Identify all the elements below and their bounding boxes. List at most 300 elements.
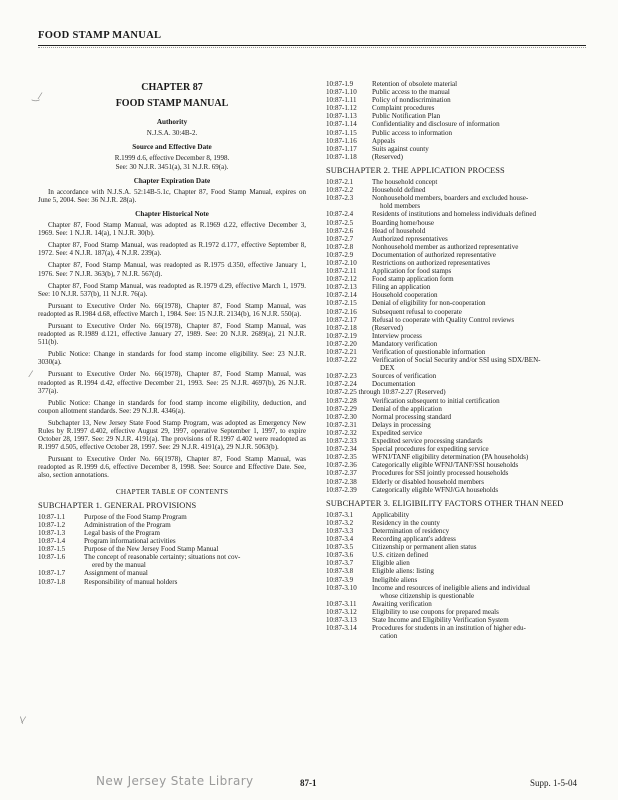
toc-entry-title: [372, 235, 592, 243]
toc-entry-number: 10:87-2.21: [326, 348, 357, 356]
left-column: [38, 80, 306, 586]
toc-entry-number: 10:87-2.20: [326, 339, 357, 348]
toc-entry-title: [372, 453, 592, 461]
toc-entry-number: 10:87-2.23: [326, 372, 357, 381]
toc-entry: [326, 120, 592, 128]
toc-entry-title: [84, 513, 306, 521]
toc-entry-number: 10:87-2.22: [326, 356, 357, 365]
toc-entry: [326, 194, 592, 210]
toc-entry-title: [372, 397, 592, 405]
toc-heading: CHAPTER TABLE OF CONTENTS: [115, 487, 229, 496]
toc-entry: [326, 511, 592, 519]
toc-entry-number: 10:87-2.11: [326, 267, 357, 276]
toc-entry: [326, 519, 592, 527]
toc-entry-number: 10:87-2.35: [326, 453, 357, 462]
toc-entry: [326, 340, 592, 348]
toc-entry-title: [372, 275, 592, 283]
toc-entry: [326, 543, 592, 551]
toc-entry-number: 10:87-1.6: [38, 553, 66, 562]
toc-entry-number: 10:87-2.9: [326, 250, 354, 259]
toc-entry-number: 10:87-1.17: [326, 144, 357, 153]
toc-entry-title: [372, 543, 592, 551]
toc-entry-number: 10:87-1.11: [326, 96, 357, 105]
toc-entry-title: [372, 421, 592, 429]
toc-entry-title: [372, 445, 592, 453]
toc-entry-title-continuation: ered by the manual: [92, 561, 146, 570]
toc-entry: [326, 405, 592, 413]
toc-entry-number: 10:87-2.14: [326, 291, 357, 300]
toc-entry-title-text: Eligible alien: [372, 559, 410, 568]
toc-entry-title: [84, 529, 306, 537]
toc-entry-number: 10:87-2.12: [326, 275, 357, 284]
subchapter-2-heading: SUBCHAPTER 2. THE APPLICATION PROCESS: [326, 165, 505, 175]
toc-entry-title-text: Confidentiality and disclosure of information: [372, 120, 500, 129]
toc-entry: [326, 129, 592, 137]
toc-entry-title-text: The household concept: [372, 178, 438, 187]
toc-entry: [326, 388, 592, 396]
toc-entry: [326, 397, 592, 405]
toc-entry-title-text: Program informational activities: [84, 537, 176, 546]
toc-entry-number: 10:87-1.15: [326, 128, 357, 137]
toc-entry-title: [372, 405, 592, 413]
toc-entry: [38, 578, 306, 586]
toc-entry-number: 10:87-2.34: [326, 445, 357, 454]
toc-entry-title-text: Complaint procedures: [372, 104, 435, 113]
toc-entry: [326, 104, 592, 112]
toc-entry: [326, 608, 592, 616]
toc-entry-title-text: Categorically eligible WFNJ/TANF/SSI households: [372, 461, 519, 470]
history-note: Chapter 87, Food Stamp Manual, was readopted as R.1979 d.29, effective March 1, 1979. See: 10 N.J.R. 537(b), 11 N.J.R. 76(a).: [38, 281, 306, 298]
toc-entry-title: [372, 616, 592, 624]
toc-entry-title-text: Filing an application: [372, 283, 431, 292]
toc-entry-number: 10:87-2.30: [326, 412, 357, 421]
toc-entry-number: 10:87-2.39: [326, 485, 357, 494]
toc-entry-title: [84, 545, 306, 553]
toc-entry-title: [372, 186, 592, 194]
toc-list-subchapter-3: [326, 511, 592, 641]
toc-entry-number: 10:87-2.17: [326, 315, 357, 324]
toc-entry-title: [372, 88, 592, 96]
toc-entry-title: 10:87-2.25 through 10:87-2.27 (Reserved): [326, 388, 446, 397]
toc-entry-title-text: Responsibility of manual holders: [84, 577, 178, 586]
toc-entry-title-text: Refusal to cooperate with Quality Control reviews: [372, 315, 515, 324]
toc-entry-title-text: Special procedures for expediting service: [372, 445, 489, 454]
toc-entry-title-text: Citizenship or permanent alien status: [372, 543, 477, 552]
toc-entry-title-text: (Reserved): [372, 323, 403, 332]
toc-entry-title-text: Residents of institutions and homeless individuals defined: [372, 210, 537, 219]
toc-entry-number: 10:87-1.14: [326, 120, 357, 129]
toc-entry-title-text: Recording applicant's address: [372, 535, 456, 544]
toc-entry-title-text: Documentation of authorized representative: [372, 250, 496, 259]
toc-entry-number: 10:87-2.31: [326, 420, 357, 429]
toc-entry-title-text: Interview process: [372, 331, 422, 340]
toc-entry-number: 10:87-1.2: [38, 520, 66, 529]
toc-entry: [326, 227, 592, 235]
toc-entry: [326, 324, 592, 332]
toc-entry-number: 10:87-2.8: [326, 242, 354, 251]
toc-entry-title-text: State Income and Eligibility Verification System: [372, 616, 509, 624]
expiration-text: In accordance with N.J.S.A. 52:14B-5.1c, Chapter 87, Food Stamp Manual, expires on June 5, 2004. See: 36 N.J.R. 28(a).: [38, 187, 306, 204]
toc-entry: [326, 584, 592, 600]
toc-entry: [326, 316, 592, 324]
toc-entry-title: [372, 527, 592, 535]
toc-entry-title: [372, 584, 592, 600]
toc-entry-number: 10:87-2.6: [326, 226, 354, 235]
toc-entry: [38, 553, 306, 569]
toc-entry: [326, 267, 592, 275]
toc-entry-title: [372, 259, 592, 267]
toc-entry-title: [372, 600, 592, 608]
toc-entry-number: 10:87-2.38: [326, 477, 357, 486]
toc-entry-number: 10:87-1.5: [38, 545, 66, 554]
toc-entry: [326, 469, 592, 477]
toc-entry-number: 10:87-1.1: [38, 512, 66, 521]
toc-entry: [38, 513, 306, 521]
toc-entry-number: 10:87-2.19: [326, 331, 357, 340]
toc-entry-title: [372, 324, 592, 332]
toc-entry-number: 10:87-1.13: [326, 112, 357, 121]
toc-entry-title-text: Appeals: [372, 136, 396, 145]
toc-entry: [326, 291, 592, 299]
toc-entry-title: [372, 194, 592, 210]
header-rule-dotted: [38, 47, 586, 48]
toc-entry-title-text: Eligible aliens: listing: [372, 567, 434, 576]
chapter-title: FOOD STAMP MANUAL: [115, 98, 229, 110]
chapter-number: CHAPTER 87: [141, 82, 203, 93]
toc-entry-title: [372, 120, 592, 128]
toc-entry: [326, 600, 592, 608]
toc-entry-number: 10:87-3.5: [326, 543, 354, 552]
toc-entry: [326, 576, 592, 584]
toc-entry: [326, 551, 592, 559]
toc-entry-number: 10:87-1.3: [38, 528, 66, 537]
toc-entry-number: 10:87-3.10: [326, 583, 357, 592]
toc-entry-title: [372, 469, 592, 477]
expiration-heading: Chapter Expiration Date: [133, 176, 211, 185]
toc-entry-title-text: Denial of the application: [372, 404, 442, 413]
toc-entry: [326, 153, 592, 161]
toc-entry-number: 10:87-2.4: [326, 210, 354, 219]
toc-entry-title-text: Sources of verification: [372, 372, 437, 381]
toc-entry-title: [372, 299, 592, 307]
toc-entry: [326, 567, 592, 575]
toc-entry-number: 10:87-2.24: [326, 380, 357, 389]
margin-tick-mark: \⁄: [20, 716, 25, 726]
toc-entry-number: 10:87-2.16: [326, 307, 357, 316]
toc-entry-title-text: Household defined: [372, 186, 426, 195]
toc-entry: [326, 380, 592, 388]
toc-entry-title: [372, 413, 592, 421]
toc-entry-title: [372, 316, 592, 324]
toc-entry-title-text: Expedited service: [372, 428, 423, 437]
toc-entry-title: [372, 227, 592, 235]
toc-entry-title-text: Awaiting verification: [372, 599, 432, 608]
toc-entry-title-text: Policy of nondiscrimination: [372, 96, 451, 105]
toc-entry-title-text: Eligibility to use coupons for prepared meals: [372, 607, 499, 616]
toc-entry-title-text: Public access to the manual: [372, 88, 450, 97]
margin-tick-mark: ‿⁄: [32, 92, 41, 102]
toc-entry: [326, 372, 592, 380]
toc-entry-title: [372, 576, 592, 584]
toc-entry-number: 10:87-2.36: [326, 461, 357, 470]
header-rule: [38, 45, 586, 46]
toc-entry: [38, 569, 306, 577]
toc-entry-title-continuation: DEX: [380, 364, 395, 373]
toc-entry: [326, 96, 592, 104]
toc-entry-title-text: Delays in processing: [372, 420, 431, 429]
toc-entry-title-text: Retention of obsolete material: [372, 80, 458, 88]
toc-entry-number: 10:87-3.9: [326, 575, 354, 584]
toc-entry-title: [372, 551, 592, 559]
toc-entry-number: 10:87-2.5: [326, 218, 354, 227]
authority-heading: Authority: [156, 118, 188, 127]
toc-entry-title: [372, 112, 592, 120]
toc-entry: [326, 275, 592, 283]
toc-entry-title: [372, 559, 592, 567]
supplement-date: Supp. 1-5-04: [530, 778, 577, 788]
toc-entry: [38, 529, 306, 537]
toc-entry-title-text: Mandatory verification: [372, 339, 438, 348]
toc-entry: [326, 219, 592, 227]
toc-entry-title-text: Ineligible aliens: [372, 575, 418, 584]
subchapter-3-heading: SUBCHAPTER 3. ELIGIBILITY FACTORS OTHER THAN NEED: [326, 498, 564, 508]
toc-entry: [326, 332, 592, 340]
toc-entry-title-text: Household cooperation: [372, 291, 438, 300]
toc-entry-title-text: U.S. citizen defined: [372, 551, 428, 560]
toc-entry-number: 10:87-2.1: [326, 178, 354, 187]
toc-entry-title-text: Verification of questionable information: [372, 348, 486, 356]
toc-entry-title: [372, 372, 592, 380]
toc-entry-title: [84, 578, 306, 586]
toc-entry-title: [372, 153, 592, 161]
toc-entry-number: 10:87-3.11: [326, 599, 357, 608]
toc-entry-title-text: (Reserved): [372, 152, 403, 161]
toc-entry-number: 10:87-3.7: [326, 559, 354, 568]
toc-entry-number: 10:87-2.37: [326, 469, 357, 478]
margin-tick-mark: ⁄: [30, 370, 32, 380]
toc-entry-title-text: Nonhousehold member as authorized representative: [372, 242, 519, 251]
subchapter-1-heading: SUBCHAPTER 1. GENERAL PROVISIONS: [38, 500, 197, 510]
toc-entry-title-continuation: hold members: [380, 202, 421, 211]
toc-list-subchapter-1: [38, 513, 306, 586]
toc-entry-title-text: Subsequent refusal to cooperate: [372, 307, 462, 316]
toc-entry: [326, 535, 592, 543]
toc-entry-title-text: Boarding home/house: [372, 218, 435, 227]
toc-entry-title: [372, 437, 592, 445]
toc-entry: [326, 461, 592, 469]
toc-entry-title: [372, 380, 592, 388]
toc-entry-title: [372, 348, 592, 356]
toc-entry-number: 10:87-1.8: [38, 577, 66, 586]
history-note: Public Notice: Change in standards for food stamp income eligibility. See: 23 N.J.R. 3030(a).: [38, 350, 306, 367]
toc-entry-title-text: Application for food stamps: [372, 267, 452, 276]
toc-entry-title: [372, 486, 592, 494]
toc-entry: [326, 437, 592, 445]
toc-entry-number: 10:87-3.8: [326, 567, 354, 576]
toc-entry-title: [372, 511, 592, 519]
source-heading: Source and Effective Date: [132, 143, 212, 152]
toc-entry-number: 10:87-2.29: [326, 404, 357, 413]
toc-entry-number: 10:87-3.13: [326, 616, 357, 624]
toc-entry-title-text: Residency in the county: [372, 518, 440, 527]
toc-entry-title-text: Administration of the Program: [84, 520, 171, 529]
toc-entry-title: [372, 519, 592, 527]
toc-entry-title: [372, 478, 592, 486]
history-note: Chapter 87, Food Stamp Manual, was readopted as R.1972 d.177, effective September 8, 1972. See: 4 N.J.R. 187(a), 4 N.J.R. 239(a).: [38, 241, 306, 258]
toc-entry: [326, 348, 592, 356]
toc-entry-number: 10:87-3.6: [326, 551, 354, 560]
toc-entry-title-text: Procedures for students in an institution of higher edu-: [372, 624, 526, 633]
toc-entry-number: 10:87-1.7: [38, 569, 66, 578]
toc-entry-title-text: Food stamp application form: [372, 275, 454, 284]
toc-entry-title: [372, 461, 592, 469]
toc-entry-title-text: Head of household: [372, 226, 426, 235]
toc-entry-title: [84, 553, 306, 569]
toc-entry-title-text: Procedures for SSI jointly processed households: [372, 469, 509, 478]
toc-entry-number: 10:87-2.2: [326, 186, 354, 195]
toc-entry-number: 10:87-1.16: [326, 136, 357, 145]
toc-entry-title: [372, 429, 592, 437]
toc-entry-number: 10:87-2.33: [326, 437, 357, 446]
toc-entry-number: 10:87-2.28: [326, 396, 357, 405]
history-note: Chapter 87, Food Stamp Manual, was readopted as R.1975 d.350, effective January 1, 1976. See: 7 N.J.R. 363(b), 7 N.J.R. 567(d).: [38, 261, 306, 278]
toc-entry-title-text: Categorically eligible WFNJ/GA households: [372, 485, 499, 494]
toc-entry: [326, 527, 592, 535]
toc-entry: [326, 235, 592, 243]
toc-entry-title-text: Documentation: [372, 380, 416, 389]
toc-entry-number: 10:87-3.2: [326, 518, 354, 527]
toc-entry-title-text: Suits against county: [372, 144, 429, 153]
toc-entry-title: [372, 219, 592, 227]
toc-entry-title: [372, 80, 592, 88]
toc-list-subchapter-2: [326, 178, 592, 494]
toc-entry-title: [372, 104, 592, 112]
toc-entry-title-continuation: cation: [380, 632, 398, 641]
toc-entry-title-text: Expedited service processing standards: [372, 437, 483, 446]
source-line: See: 30 N.J.R. 3451(a), 31 N.J.R. 69(a).: [115, 162, 229, 171]
toc-entry-title-text: Public Notification Plan: [372, 112, 441, 121]
toc-entry-number: 10:87-1.12: [326, 104, 357, 113]
toc-entry: [326, 80, 592, 88]
toc-entry-title-text: Denial of eligibility for non-cooperation: [372, 299, 486, 308]
toc-entry-title-text: Normal processing standard: [372, 412, 452, 421]
toc-entry-title-text: WFNJ/TANF eligibility determination (PA households): [372, 453, 529, 462]
history-notes: [38, 221, 306, 480]
authority-text: N.J.S.A. 30:4B-2.: [146, 129, 198, 138]
toc-entry: [326, 112, 592, 120]
history-note: Pursuant to Executive Order No. 66(1978), Chapter 87, Food Stamp Manual, was readopted as R.1989 d.121, effective January 27, 1989. See: 20 N.J.R. 2689(a), 21 N.J.R. 511(b).: [38, 321, 306, 347]
toc-entry: [326, 299, 592, 307]
toc-entry-title: [84, 569, 306, 577]
toc-entry-number: 10:87-3.4: [326, 535, 354, 544]
toc-entry: [326, 624, 592, 640]
toc-entry-title: [372, 332, 592, 340]
toc-entry: [326, 259, 592, 267]
toc-list-subchapter-1-continued: [326, 80, 592, 161]
toc-entry-title: [372, 210, 592, 218]
toc-entry: [326, 413, 592, 421]
history-note: Subchapter 13, New Jersey State Food Stamp Program, was adopted as Emergency New Rules by R.1997 d.402, effective August 29, 1997, operative September 1, 1997, to expire October 28, 1997. See: 29 N.J.R. 4191(a). The provisions of R.1997 d.402 were readopted as R.1997 d.505, effective October 28, 1997. See: 29 N.J.R. 4191(a), 29 N.J.R. 5063(b).: [38, 418, 306, 452]
toc-entry-title-text: Income and resources of ineligible aliens and individual: [372, 583, 530, 592]
toc-entry: [326, 243, 592, 251]
toc-entry-title: [372, 96, 592, 104]
toc-entry-title-text: Public access to information: [372, 128, 453, 137]
toc-entry-title: [372, 251, 592, 259]
toc-entry-title-text: The concept of reasonable certainty; situations not cov-: [84, 553, 241, 562]
toc-entry-title-text: Legal basis of the Program: [84, 528, 160, 537]
toc-entry-title: [372, 291, 592, 299]
toc-entry-number: 10:87-2.3: [326, 194, 354, 203]
toc-entry-title-continuation: whose citizenship is questionable: [380, 591, 475, 600]
toc-entry-title: [372, 624, 592, 640]
toc-entry-number: 10:87-1.18: [326, 152, 357, 161]
toc-entry-title-text: Verification of Social Security and/or SSI using SDX/BEN-: [372, 356, 541, 365]
toc-entry-title: [84, 521, 306, 529]
toc-entry-number: 10:87-3.14: [326, 624, 357, 633]
toc-entry: [326, 453, 592, 461]
toc-entry: [326, 559, 592, 567]
toc-entry: [326, 145, 592, 153]
history-note: Chapter 87, Food Stamp Manual, was adopted as R.1969 d.22, effective December 3, 1969. See: 1 N.J.R. 14(a), 1 N.J.R. 30(b).: [38, 221, 306, 238]
toc-entry-title: [372, 608, 592, 616]
toc-entry: [38, 521, 306, 529]
history-heading: Chapter Historical Note: [135, 209, 209, 218]
toc-entry-title-text: Restrictions on authorized representatives: [372, 258, 490, 267]
right-column: [326, 80, 592, 640]
toc-entry-title-text: Applicability: [372, 510, 410, 519]
toc-entry-title: [372, 567, 592, 575]
toc-entry: [326, 356, 592, 372]
toc-entry-number: 10:87-2.18: [326, 323, 357, 332]
toc-entry: [326, 429, 592, 437]
page-number: 87-1: [300, 778, 317, 788]
toc-entry-number: 10:87-2.7: [326, 234, 354, 243]
toc-entry-title: [372, 356, 592, 372]
toc-entry-number: 10:87-3.1: [326, 510, 354, 519]
toc-entry-number: 10:87-2.32: [326, 428, 357, 437]
toc-entry: [326, 308, 592, 316]
toc-entry-title: [372, 129, 592, 137]
toc-entry-title: [372, 145, 592, 153]
toc-entry-number: 10:87-1.9: [326, 80, 354, 88]
history-note: Public Notice: Change in standards for food stamp income eligibility, deduction, and coupon allotment standards. See: 29 N.J.R. 4346(a).: [38, 398, 306, 415]
toc-entry: [326, 283, 592, 291]
toc-entry-title-text: Determination of residency: [372, 526, 450, 535]
toc-entry-number: 10:87-2.10: [326, 258, 357, 267]
source-line: R.1999 d.6, effective December 8, 1998.: [114, 154, 230, 163]
toc-entry-title: [372, 137, 592, 145]
history-note: Pursuant to Executive Order No. 66(1978), Chapter 87, Food Stamp Manual, was readopted as R.1994 d.42, effective December 21, 1993. See: 25 N.J.R. 4697(b), 26 N.J.R. 377(a).: [38, 370, 306, 395]
toc-entry-number: 10:87-3.3: [326, 526, 354, 535]
toc-entry-title-text: Authorized representatives: [372, 234, 448, 243]
toc-entry-title-text: Verification subsequent to initial certification: [372, 396, 500, 405]
history-note: Pursuant to Executive Order No. 66(1978), Chapter 87, Food Stamp Manual, was readopted as R.1999 d.6, effective December 8, 1998. See: Source and Effective Date. See, also, section annotations.: [38, 455, 306, 480]
history-note: Pursuant to Executive Order No. 66(1978), Chapter 87, Food Stamp Manual, was readopted as R.1984 d.68, effective March 1, 1984. See: 15 N.J.R. 2134(b), 16 N.J.R. 550(a).: [38, 301, 306, 318]
toc-entry-title-text: Purpose of the Food Stamp Program: [84, 512, 187, 521]
toc-entry-title-text: Elderly or disabled household members: [372, 477, 484, 486]
toc-entry-number: 10:87-1.10: [326, 88, 357, 97]
toc-entry: [38, 537, 306, 545]
toc-entry-title: [372, 340, 592, 348]
toc-entry-title: [372, 283, 592, 291]
toc-entry: [326, 88, 592, 96]
toc-entry-title: [372, 178, 592, 186]
toc-entry: [326, 251, 592, 259]
toc-entry: [326, 616, 592, 624]
toc-entry-title: [372, 308, 592, 316]
toc-entry: [326, 210, 592, 218]
toc-entry-number: 10:87-3.12: [326, 607, 357, 616]
